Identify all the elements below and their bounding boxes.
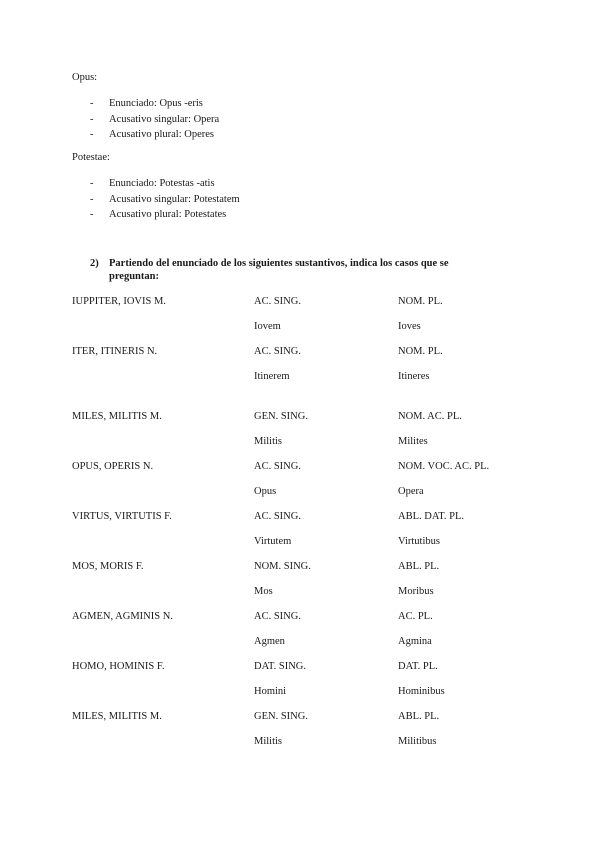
case-cell: ABL. PL. bbox=[398, 561, 440, 572]
case-cell: DAT. PL. bbox=[398, 661, 438, 672]
answer-cell: Itinerem bbox=[254, 371, 290, 382]
noun-cell: IUPPITER, IOVIS M. bbox=[72, 296, 166, 307]
answer-cell: Militibus bbox=[398, 736, 437, 747]
exercise-prompt bbox=[90, 257, 510, 283]
answer-cell: Virtutibus bbox=[398, 536, 440, 547]
answer-cell: Agmina bbox=[398, 636, 432, 647]
case-cell: NOM. VOC. AC. PL. bbox=[398, 461, 490, 472]
noun-cell: ITER, ITINERIS N. bbox=[72, 346, 158, 357]
case-cell: NOM. PL. bbox=[398, 296, 443, 307]
potestae-heading: Potestae: bbox=[72, 152, 110, 163]
dash-marker: - bbox=[90, 209, 94, 220]
noun-cell: VIRTUS, VIRTUTIS F. bbox=[72, 511, 172, 522]
noun-cell: MILES, MILITIS M. bbox=[72, 411, 162, 422]
answer-cell: Opus bbox=[254, 486, 277, 497]
answer-cell: Itineres bbox=[398, 371, 430, 382]
list-item: - Acusativo plural: Potestates bbox=[90, 207, 240, 223]
dash-marker: - bbox=[90, 129, 94, 140]
answer-cell: Moribus bbox=[398, 586, 434, 597]
dash-marker: - bbox=[90, 193, 94, 205]
exercise-text: Partiendo del enunciado de los siguientes sustantivos, indica los casos que se preguntan: bbox=[109, 258, 449, 282]
list-item: - Acusativo singular: Opera bbox=[90, 112, 219, 128]
noun-cell: OPUS, OPERIS N. bbox=[72, 461, 154, 472]
answer-cell: Iovem bbox=[254, 321, 281, 332]
dash-marker: - bbox=[90, 178, 94, 189]
answer-cell: Mos bbox=[254, 586, 273, 597]
case-cell: ABL. DAT. PL. bbox=[398, 511, 465, 522]
case-cell: NOM. PL. bbox=[398, 346, 443, 357]
noun-cell: AGMEN, AGMINIS N. bbox=[72, 611, 173, 622]
list-item: - Acusativo plural: Operes bbox=[90, 127, 219, 143]
case-cell: GEN. SING. bbox=[254, 411, 308, 422]
case-cell: NOM. SING. bbox=[254, 561, 311, 572]
case-cell: DAT. SING. bbox=[254, 661, 307, 672]
list-item: - Acusativo singular: Potestatem bbox=[90, 192, 240, 208]
answer-cell: Opera bbox=[398, 486, 424, 497]
case-cell: AC. SING. bbox=[254, 346, 301, 357]
exercise-number: 2) bbox=[90, 258, 99, 269]
case-cell: AC. SING. bbox=[254, 611, 301, 622]
answer-cell: Homini bbox=[254, 686, 287, 697]
answer-cell: Militis bbox=[254, 736, 283, 747]
answer-cell: Milites bbox=[398, 436, 428, 447]
opus-heading: Opus: bbox=[72, 72, 98, 83]
answer-cell: Hominibus bbox=[398, 686, 445, 697]
case-cell: AC. SING. bbox=[254, 511, 301, 522]
case-cell: AC. SING. bbox=[254, 296, 301, 307]
case-cell: NOM. AC. PL. bbox=[398, 411, 462, 422]
case-cell: AC. PL. bbox=[398, 611, 433, 622]
list-item: - Enunciado: Potestas -atis bbox=[90, 176, 240, 192]
dash-marker: - bbox=[90, 98, 94, 109]
noun-cell: MILES, MILITIS M. bbox=[72, 711, 162, 722]
list-item: - Enunciado: Opus -eris bbox=[90, 96, 219, 112]
noun-cell: HOMO, HOMINIS F. bbox=[72, 661, 165, 672]
case-cell: AC. SING. bbox=[254, 461, 301, 472]
answer-cell: Ioves bbox=[398, 321, 421, 332]
dash-marker: - bbox=[90, 113, 94, 125]
case-cell: ABL. PL. bbox=[398, 711, 440, 722]
answer-cell: Agmen bbox=[254, 636, 285, 647]
noun-cell: MOS, MORIS F. bbox=[72, 561, 144, 572]
case-cell: GEN. SING. bbox=[254, 711, 308, 722]
potestae-list bbox=[90, 176, 240, 223]
answer-cell: Virtutem bbox=[254, 536, 292, 547]
answer-cell: Militis bbox=[254, 436, 283, 447]
opus-list bbox=[90, 96, 219, 143]
